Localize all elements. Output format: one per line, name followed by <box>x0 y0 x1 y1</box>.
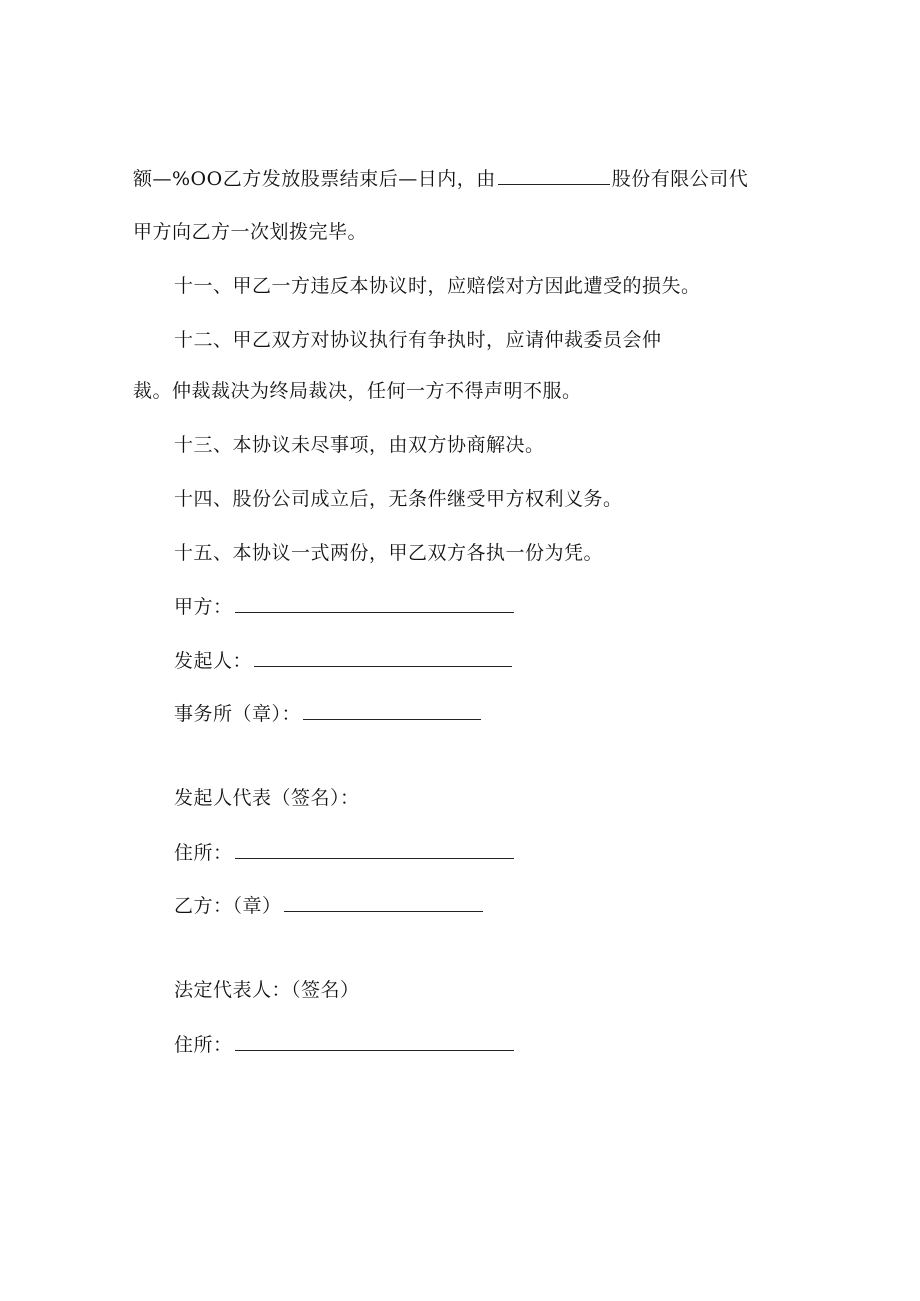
clause-12-continued: 裁。仲裁裁决为终局裁决，任何一方不得声明不服。 <box>133 380 582 402</box>
party-b-label: 乙方：（章） <box>174 895 282 917</box>
firm-label: 事务所（章）： <box>174 703 302 725</box>
signature-row-party-a <box>174 594 516 619</box>
signature-row-party-b <box>174 893 485 918</box>
address-blank <box>235 1032 514 1051</box>
company-name-blank <box>498 166 610 185</box>
clause-13: 十三、本协议未尽事项，由双方协商解决。 <box>174 434 545 456</box>
signature-row-legal-rep: 法定代表人：（签名） <box>174 979 360 1001</box>
signature-row-promoter <box>174 648 514 673</box>
paragraph-line <box>133 166 748 191</box>
signature-row-promoter-rep: 发起人代表（签名）： <box>174 787 360 809</box>
signature-row-firm <box>174 701 483 726</box>
signature-row-address-1 <box>174 840 516 865</box>
address-label: 住所： <box>174 1034 233 1056</box>
paragraph-line: 甲方向乙方一次划拨完毕。 <box>133 221 368 243</box>
clause-11: 十一、甲乙一方违反本协议时，应赔偿对方因此遭受的损失。 <box>174 275 701 297</box>
promoter-label: 发起人： <box>174 650 253 672</box>
paragraph-text: 额—%OO乙方发放股票结束后—日内，由 <box>133 168 496 190</box>
promoter-blank <box>254 648 512 667</box>
paragraph-text: 股份有限公司代 <box>611 168 749 190</box>
party-a-blank <box>235 594 514 613</box>
clause-14: 十四、股份公司成立后，无条件继受甲方权利义务。 <box>174 488 623 510</box>
clause-15: 十五、本协议一式两份，甲乙双方各执一份为凭。 <box>174 542 604 564</box>
party-a-label: 甲方： <box>174 596 233 618</box>
signature-row-address-2 <box>174 1032 516 1057</box>
address-blank <box>235 840 514 859</box>
firm-blank <box>303 701 481 720</box>
party-b-blank <box>284 893 483 912</box>
address-label: 住所： <box>174 842 233 864</box>
clause-12: 十二、甲乙双方对协议执行有争执时，应请仲裁委员会仲 <box>174 329 662 351</box>
